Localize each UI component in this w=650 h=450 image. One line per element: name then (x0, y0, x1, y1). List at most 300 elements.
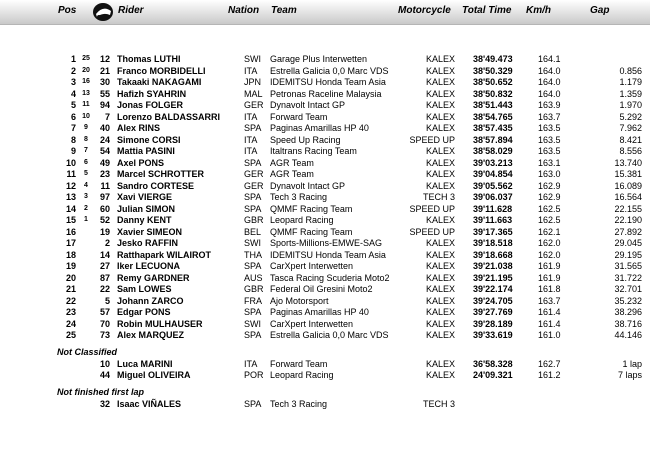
nation: ITA (244, 146, 258, 156)
nation: SPA (244, 330, 262, 340)
total-time: 38'57.894 (473, 134, 513, 145)
rider-number: 2 (104, 238, 110, 248)
motorcycle: KALEX (425, 272, 455, 283)
team-name: Italtrans Racing Team (270, 146, 357, 156)
position: 7 (70, 123, 76, 133)
rider-number: 30 (99, 77, 110, 87)
rider-name: Axel PONS (117, 157, 165, 168)
speed-kmh: 162.9 (538, 192, 561, 202)
motorcycle: KALEX (425, 295, 455, 306)
team-name: Forward Team (270, 111, 328, 122)
nation: JPN (244, 77, 262, 87)
gap: 0.856 (619, 65, 642, 76)
nation: SPA (244, 157, 262, 168)
speed-kmh: 164.0 (538, 77, 561, 87)
rider-number: 55 (99, 88, 110, 99)
table-row (0, 123, 650, 135)
table-row (0, 204, 650, 216)
gap: 22.190 (614, 215, 642, 225)
team-name: Speed Up Racing (270, 134, 341, 145)
team-name: IDEMITSU Honda Team Asia (270, 77, 386, 87)
motorcycle: TECH 3 (422, 192, 455, 202)
nation: FRA (244, 295, 262, 306)
nation: ITA (244, 65, 258, 76)
team-name: Federal Oil Gresini Moto2 (270, 284, 373, 294)
table-row (0, 284, 650, 296)
points: 8 (84, 135, 88, 143)
speed-kmh: 161.9 (538, 272, 561, 283)
team-name: Estrella Galicia 0,0 Marc VDS (270, 65, 389, 76)
position: 18 (65, 249, 76, 260)
total-time: 39'21.038 (473, 261, 513, 271)
rider-name: Robin MULHAUSER (117, 318, 203, 329)
total-time: 36'58.328 (473, 358, 513, 369)
nation: ITA (244, 111, 258, 122)
team-name: Sports-Millions-EMWE-SAG (270, 238, 383, 248)
rider-name: Danny KENT (117, 215, 172, 225)
speed-kmh: 162.9 (538, 180, 561, 191)
total-time: 39'05.562 (473, 180, 513, 191)
nation: SPA (244, 261, 262, 271)
table-row (0, 399, 650, 411)
motorcycle: KALEX (425, 318, 455, 329)
motorcycle: KALEX (425, 358, 455, 369)
position: 25 (65, 330, 76, 340)
nation: AUS (244, 272, 263, 283)
rider-name: Lorenzo BALDASSARRI (117, 111, 220, 122)
results-header (0, 0, 650, 25)
total-time: 38'50.329 (473, 65, 513, 76)
motorcycle: SPEED UP (409, 226, 455, 237)
team-name: Estrella Galicia 0,0 Marc VDS (270, 330, 389, 340)
position: 17 (65, 238, 76, 248)
rider-number: 40 (99, 123, 110, 133)
position: 12 (65, 180, 76, 191)
speed-kmh: 163.7 (538, 111, 561, 122)
motorcycle: KALEX (425, 215, 455, 225)
total-time: 38'51.443 (473, 100, 513, 110)
table-row (0, 192, 650, 204)
motorcycle: SPEED UP (409, 134, 455, 145)
speed-kmh: 164.0 (538, 88, 561, 99)
speed-kmh: 163.0 (538, 169, 561, 179)
position: 20 (65, 272, 76, 283)
gap: 31.722 (614, 272, 642, 283)
rider-number: 44 (99, 370, 110, 380)
nation: SWI (244, 318, 261, 329)
motorcycle: KALEX (425, 123, 455, 133)
gap: 1.359 (619, 88, 642, 99)
speed-kmh: 162.1 (538, 226, 561, 237)
rider-number: 94 (99, 100, 110, 110)
position: 2 (70, 65, 76, 76)
speed-kmh: 162.0 (538, 249, 561, 260)
gap: 29.045 (614, 238, 642, 248)
rider-number: 54 (99, 146, 110, 156)
table-row (0, 66, 650, 78)
header-kmh: Km/h (526, 5, 551, 16)
points: 3 (84, 193, 88, 200)
team-name: QMMF Racing Team (270, 226, 353, 237)
total-time: 39'06.037 (473, 192, 513, 202)
rider-name: Hafizh SYAHRIN (117, 88, 187, 99)
table-row (0, 330, 650, 342)
motorcycle: KALEX (425, 330, 455, 340)
team-name: Petronas Raceline Malaysia (270, 88, 382, 99)
speed-kmh: 162.7 (538, 358, 561, 369)
speed-kmh: 162.0 (538, 238, 561, 248)
nation: THA (244, 249, 262, 260)
rider-name: Takaaki NAKAGAMI (117, 77, 202, 87)
team-name: Tech 3 Racing (270, 192, 328, 202)
position: 3 (70, 77, 76, 87)
table-row (0, 54, 650, 66)
speed-kmh: 163.5 (538, 134, 561, 145)
rider-number: 24 (99, 134, 110, 145)
gap: 7.962 (619, 123, 642, 133)
gap: 44.146 (614, 330, 642, 340)
header-gap: Gap (590, 5, 610, 16)
speed-kmh: 163.1 (538, 157, 561, 168)
table-row (0, 261, 650, 273)
motorcycle: KALEX (425, 65, 455, 76)
motorcycle: KALEX (425, 261, 455, 271)
points: 5 (84, 170, 88, 177)
rider-name: Sam LOWES (117, 284, 172, 294)
nation: GBR (244, 284, 264, 294)
team-name: Paginas Amarillas HP 40 (270, 307, 369, 317)
motorcycle: KALEX (425, 77, 455, 87)
points: 2 (84, 204, 88, 212)
total-time: 39'33.619 (473, 330, 513, 340)
rider-name: Luca MARINI (117, 358, 173, 369)
table-row (0, 215, 650, 227)
team-name: QMMF Racing Team (270, 203, 353, 214)
speed-kmh: 161.2 (538, 370, 561, 380)
rider-number: 73 (99, 330, 110, 340)
rider-name: Ratthapark WILAIROT (117, 249, 212, 260)
rider-name: Sandro CORTESE (117, 180, 195, 191)
nation: GER (244, 100, 264, 110)
points: 20 (82, 66, 90, 74)
total-time: 38'57.435 (473, 123, 513, 133)
table-row (0, 158, 650, 170)
rider-number: 19 (99, 226, 110, 237)
total-time: 38'50.832 (473, 88, 513, 99)
points: 1 (84, 216, 88, 223)
rider-number: 23 (99, 169, 110, 179)
team-name: AGR Team (270, 157, 314, 168)
points: 16 (82, 78, 90, 85)
motorcycle: SPEED UP (409, 203, 455, 214)
position: 4 (70, 88, 76, 99)
motorcycle: KALEX (425, 180, 455, 191)
motorcycle: TECH 3 (422, 398, 455, 409)
position: 14 (65, 203, 76, 214)
position: 15 (65, 215, 76, 225)
team-name: Tech 3 Racing (270, 398, 328, 409)
header-team: Team (271, 5, 297, 16)
motorcycle: KALEX (425, 54, 455, 64)
gap: 16.564 (614, 192, 642, 202)
rider-name: Simone CORSI (117, 134, 181, 145)
rider-number: 21 (99, 65, 110, 76)
header-nation: Nation (228, 5, 260, 16)
motorcycle: KALEX (425, 284, 455, 294)
rider-name: Julian SIMON (117, 203, 176, 214)
team-name: CarXpert Interwetten (270, 261, 354, 271)
rider-number: 22 (99, 284, 110, 294)
motorcycle: KALEX (425, 100, 455, 110)
rider-name: Xavi VIERGE (117, 192, 173, 202)
team-name: IDEMITSU Honda Team Asia (270, 249, 386, 260)
speed-kmh: 163.5 (538, 146, 561, 156)
rider-name: Miguel OLIVEIRA (117, 370, 191, 380)
rider-number: 7 (104, 111, 110, 122)
team-name: Leopard Racing (270, 215, 334, 225)
team-name: Leopard Racing (270, 370, 334, 380)
motorcycle: KALEX (425, 238, 455, 248)
rider-name: Alex MARQUEZ (117, 330, 185, 340)
gap: 38.296 (614, 307, 642, 317)
table-row (0, 181, 650, 193)
nation: POR (244, 370, 264, 380)
gap: 7 laps (617, 370, 642, 380)
table-row (0, 135, 650, 147)
total-time: 38'50.652 (473, 77, 513, 87)
speed-kmh: 163.7 (538, 295, 561, 306)
points: 4 (84, 181, 88, 189)
motorcycle: KALEX (425, 370, 455, 380)
header-motorcycle: Motorcycle (398, 5, 451, 16)
total-time: 39'17.365 (473, 226, 513, 237)
rider-number: 97 (99, 192, 110, 202)
rider-number: 27 (99, 261, 110, 271)
table-row (0, 169, 650, 181)
points: 25 (82, 55, 90, 62)
gap: 29.195 (614, 249, 642, 260)
rider-number: 11 (100, 180, 110, 191)
rider-name: Edgar PONS (117, 307, 171, 317)
total-time: 39'11.628 (473, 203, 513, 214)
team-name: Ajo Motorsport (270, 295, 329, 306)
table-row (0, 370, 650, 382)
gap: 1 lap (622, 358, 642, 369)
rider-name: Marcel SCHROTTER (117, 169, 205, 179)
nation: SPA (244, 192, 262, 202)
position: 10 (65, 157, 76, 168)
total-time: 39'22.174 (473, 284, 513, 294)
points: 9 (84, 124, 88, 131)
rider-number: 60 (99, 203, 110, 214)
rider-name: Remy GARDNER (117, 272, 190, 283)
header-pos: Pos (58, 5, 77, 16)
position: 5 (70, 100, 76, 110)
total-time: 38'49.473 (473, 54, 513, 64)
rider-number: 87 (99, 272, 110, 283)
team-name: Paginas Amarillas HP 40 (270, 123, 369, 133)
nation: BEL (244, 226, 262, 237)
motorcycle: KALEX (425, 157, 455, 168)
total-time: 39'21.195 (473, 272, 513, 283)
table-row (0, 307, 650, 319)
rider-number: 52 (99, 215, 110, 225)
motorcycle: KALEX (425, 88, 455, 99)
nation: ITA (244, 358, 258, 369)
total-time: 39'27.769 (473, 307, 513, 317)
nation: SPA (244, 203, 262, 214)
position: 8 (70, 134, 76, 145)
gap: 31.565 (614, 261, 642, 271)
position: 22 (65, 295, 76, 306)
total-time: 38'54.765 (473, 111, 513, 122)
position: 21 (65, 284, 76, 294)
nation: GER (244, 169, 264, 179)
total-time: 39'24.705 (473, 295, 513, 306)
table-row (0, 146, 650, 158)
speed-kmh: 161.4 (538, 307, 561, 317)
rider-number: 10 (99, 358, 110, 369)
points: 11 (82, 101, 90, 108)
rider-name: Mattia PASINI (117, 146, 175, 156)
gap: 22.155 (614, 203, 642, 214)
total-time: 39'11.663 (473, 215, 513, 225)
gap: 16.089 (614, 180, 642, 191)
table-row (0, 89, 650, 101)
rider-name: Thomas LUTHI (117, 54, 181, 64)
gap: 35.232 (614, 295, 642, 306)
speed-kmh: 164.1 (538, 54, 561, 64)
total-time: 39'18.668 (473, 249, 513, 260)
speed-kmh: 163.9 (538, 100, 561, 110)
motorcycle-rider-icon (92, 2, 114, 22)
position: 24 (65, 318, 76, 329)
gap: 1.179 (619, 77, 642, 87)
table-row (0, 77, 650, 89)
rider-name: Iker LECUONA (117, 261, 181, 271)
rider-number: 14 (99, 249, 110, 260)
speed-kmh: 162.5 (538, 215, 561, 225)
gap: 27.892 (614, 226, 642, 237)
nation: ITA (244, 134, 258, 145)
team-name: Forward Team (270, 358, 328, 369)
gap: 38.716 (614, 318, 642, 329)
rider-name: Isaac VIÑALES (117, 398, 182, 409)
table-row (0, 227, 650, 239)
total-time: 39'28.189 (473, 318, 513, 329)
table-row (0, 250, 650, 262)
gap: 1.970 (619, 100, 642, 110)
team-name: Dynavolt Intact GP (270, 180, 346, 191)
speed-kmh: 164.0 (538, 65, 561, 76)
position: 1 (70, 54, 76, 64)
speed-kmh: 161.9 (538, 261, 561, 271)
position: 9 (70, 146, 76, 156)
rider-name: Jesko RAFFIN (117, 238, 179, 248)
table-row (0, 238, 650, 250)
points: 10 (82, 112, 90, 120)
table-row (0, 273, 650, 285)
table-row (0, 296, 650, 308)
section-not-classified: Not Classified (57, 346, 118, 357)
nation: SPA (244, 123, 262, 133)
rider-number: 49 (99, 157, 110, 168)
rider-name: Alex RINS (117, 123, 161, 133)
nation: GER (244, 180, 264, 191)
team-name: AGR Team (270, 169, 314, 179)
position: 6 (70, 111, 76, 122)
position: 19 (65, 261, 76, 271)
results-table (0, 54, 650, 410)
total-time: 39'18.518 (473, 238, 513, 248)
nation: MAL (244, 88, 263, 99)
total-time: 38'58.029 (473, 146, 513, 156)
rider-name: Jonas FOLGER (117, 100, 184, 110)
speed-kmh: 162.5 (538, 203, 561, 214)
nation: SPA (244, 307, 262, 317)
motorcycle: KALEX (425, 249, 455, 260)
gap: 5.292 (619, 111, 642, 122)
points: 6 (84, 158, 88, 166)
motorcycle: KALEX (425, 146, 455, 156)
gap: 8.556 (619, 146, 642, 156)
total-time: 39'04.854 (473, 169, 513, 179)
motorcycle: KALEX (425, 169, 455, 179)
speed-kmh: 163.5 (538, 123, 561, 133)
nation: SWI (244, 238, 261, 248)
position: 23 (65, 307, 76, 317)
team-name: Garage Plus Interwetten (270, 54, 368, 64)
nation: SWI (244, 54, 261, 64)
gap: 8.421 (619, 134, 642, 145)
team-name: Tasca Racing Scuderia Moto2 (270, 272, 390, 283)
total-time: 24'09.321 (473, 370, 513, 380)
position: 13 (65, 192, 76, 202)
table-row (0, 319, 650, 331)
position: 16 (65, 226, 76, 237)
rider-number: 70 (99, 318, 110, 329)
speed-kmh: 161.8 (538, 284, 561, 294)
rider-number: 5 (104, 295, 110, 306)
rider-name: Johann ZARCO (117, 295, 184, 306)
rider-name: Franco MORBIDELLI (117, 65, 206, 76)
rider-number: 32 (99, 398, 110, 409)
rider-number: 57 (99, 307, 110, 317)
nation: GBR (244, 215, 264, 225)
motorcycle: KALEX (425, 111, 455, 122)
table-row (0, 100, 650, 112)
table-row (0, 112, 650, 124)
section-not-finished: Not finished first lap (57, 386, 145, 397)
rider-name: Xavier SIMEON (117, 226, 183, 237)
motorcycle: KALEX (425, 307, 455, 317)
nation: SPA (244, 398, 262, 409)
gap: 15.381 (614, 169, 642, 179)
speed-kmh: 161.0 (538, 330, 561, 340)
header-rider: Rider (118, 5, 144, 16)
team-name: Dynavolt Intact GP (270, 100, 346, 110)
table-row (0, 359, 650, 371)
points: 13 (82, 89, 90, 97)
header-total-time: Total Time (462, 5, 512, 16)
gap: 32.701 (614, 284, 642, 294)
position: 11 (66, 169, 76, 179)
total-time: 39'03.213 (473, 157, 513, 168)
gap: 13.740 (614, 157, 642, 168)
rider-number: 12 (99, 54, 110, 64)
team-name: CarXpert Interwetten (270, 318, 354, 329)
speed-kmh: 161.4 (538, 318, 561, 329)
